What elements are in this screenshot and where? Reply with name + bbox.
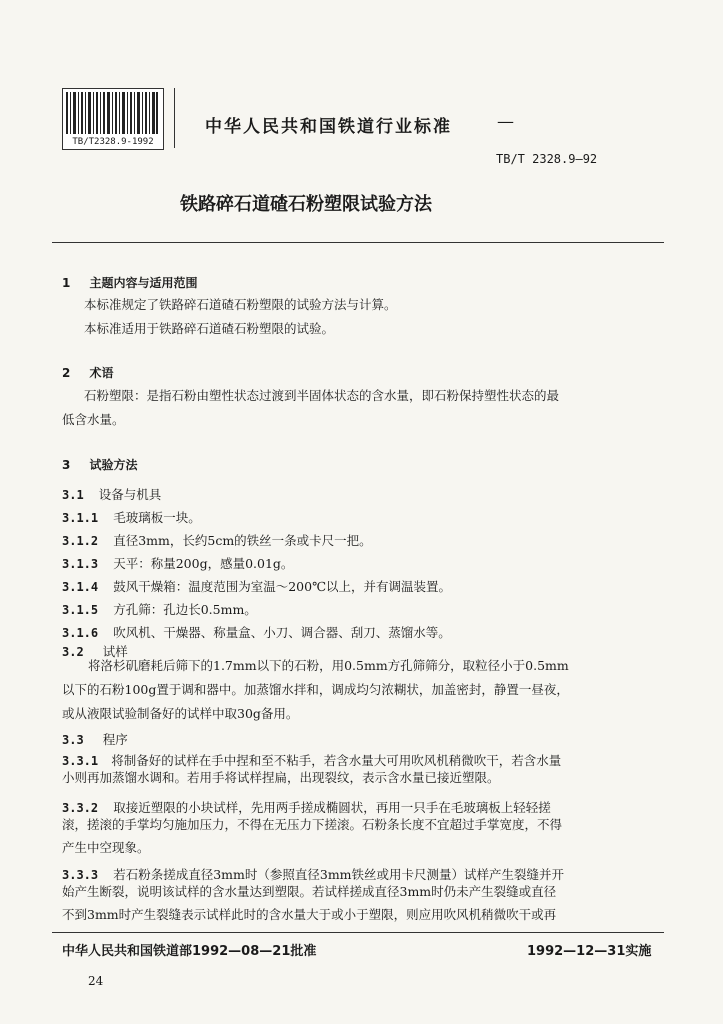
section-number: 3	[62, 458, 71, 472]
section-3-heading	[62, 454, 137, 473]
item-text: 毛玻璃板一块。	[113, 510, 201, 525]
footer-rule	[52, 932, 664, 933]
title-rule	[52, 242, 664, 243]
list-item	[62, 507, 201, 526]
section-2-heading	[62, 362, 113, 381]
section-title: 术语	[89, 366, 114, 380]
clause-number: 3.3.3	[62, 868, 99, 882]
list-item	[62, 599, 257, 618]
clause-line: 小则再加蒸馏水调和。若用手将试样捏扁，出现裂纹，表示含水量已接近塑限。	[62, 770, 500, 785]
subsection-title: 程序	[102, 732, 128, 747]
paragraph: 本标准规定了铁路碎石道碴石粉塑限的试验方法与计算。	[84, 297, 397, 312]
subsection-3-1	[62, 484, 161, 503]
clause-number: 3.3.1	[62, 754, 99, 768]
clause-line: 将制备好的试样在手中捏和至不粘手，若含水量大可用吹风机稍微吹干，若含水量	[111, 753, 562, 768]
subsection-number: 3.3	[62, 733, 84, 747]
subsection-number: 3.1	[62, 488, 84, 502]
item-text: 吹风机、干燥器、称量盒、小刀、调合器、刮刀、蒸馏水等。	[113, 625, 451, 640]
section-number: 1	[62, 276, 71, 290]
item-text: 方孔筛：孔边长0.5mm。	[113, 602, 257, 617]
standard-code: TB/T 2328.9—92	[496, 152, 598, 166]
clause-line: 始产生断裂，说明该试样的含水量达到塑限。若试样搓成直径3mm时仍未产生裂缝或直径	[62, 884, 557, 899]
item-number: 3.1.2	[62, 534, 99, 548]
approval-date: 中华人民共和国铁道部1992—08—21批准	[62, 944, 317, 959]
page-number: 24	[88, 974, 104, 988]
subsection-3-3	[62, 729, 128, 748]
item-number: 3.1.1	[62, 511, 99, 525]
list-item	[62, 530, 372, 549]
list-item	[62, 576, 451, 595]
subsection-title: 试样	[102, 644, 128, 659]
clause-3-3-1	[62, 750, 561, 769]
clause-line: 若石粉条搓成直径3mm时（参照直径3mm铁丝或用卡尺测量）试样产生裂缝并开	[113, 867, 565, 882]
item-number: 3.1.3	[62, 557, 99, 571]
item-text: 鼓风干燥箱：温度范围为室温～200℃以上，并有调温装置。	[113, 579, 452, 594]
item-text: 直径3mm，长约5cm的铁丝一条或卡尺一把。	[113, 533, 372, 548]
item-number: 3.1.5	[62, 603, 99, 617]
paragraph-line: 将洛杉矶磨耗后筛下的1.7mm以下的石粉，用0.5mm方孔筛筛分，取粒径小于0.5mm	[88, 658, 569, 673]
clause-line: 取接近塑限的小块试样，先用两手搓成椭圆状，再用一只手在毛玻璃板上轻轻搓	[113, 800, 551, 815]
section-1-heading	[62, 272, 197, 291]
subsection-number: 3.2	[62, 645, 84, 659]
paragraph-line: 石粉塑限：是指石粉由塑性状态过渡到半固体状态的含水量，即石粉保持塑性状态的最	[84, 388, 560, 403]
implementation-date: 1992—12—31实施	[527, 944, 652, 959]
org-dash: —	[497, 112, 514, 132]
item-number: 3.1.6	[62, 626, 99, 640]
barcode	[62, 88, 164, 150]
clause-line: 滚，搓滚的手掌均匀施加压力，不得在无压力下搓滚。石粉条长度不宜超过手掌宽度，不得	[62, 817, 563, 832]
clause-number: 3.3.2	[62, 801, 99, 815]
barcode-text: TB/T2328.9-1992	[72, 137, 154, 147]
section-title: 试验方法	[89, 458, 138, 472]
item-text: 天平：称量200g，感量0.01g。	[113, 556, 294, 571]
clause-3-3-3	[62, 864, 564, 883]
paragraph-line: 或从液限试验制备好的试样中取30g备用。	[62, 706, 299, 721]
document-title: 铁路碎石道碴石粉塑限试验方法	[180, 194, 432, 215]
paragraph: 本标准适用于铁路碎石道碴石粉塑限的试验。	[84, 321, 335, 336]
subsection-title: 设备与机具	[98, 487, 162, 502]
section-number: 2	[62, 366, 71, 380]
barcode-icon	[66, 92, 158, 134]
header-divider	[174, 88, 175, 148]
section-title: 主题内容与适用范围	[89, 276, 198, 290]
clause-3-3-2	[62, 797, 551, 816]
org-title: 中华人民共和国铁道行业标准	[205, 117, 452, 137]
clause-line: 不到3mm时产生裂缝表示试样此时的含水量大于或小于塑限，则应用吹风机稍微吹干或再	[62, 907, 557, 922]
item-number: 3.1.4	[62, 580, 99, 594]
paragraph-line: 以下的石粉100g置于调和器中。加蒸馏水拌和，调成均匀浓糊状，加盖密封，静置一昼夜，	[62, 682, 569, 697]
paragraph-line: 低含水量。	[62, 412, 125, 427]
clause-line: 产生中空现象。	[62, 840, 150, 855]
list-item	[62, 553, 293, 572]
list-item	[62, 622, 451, 641]
